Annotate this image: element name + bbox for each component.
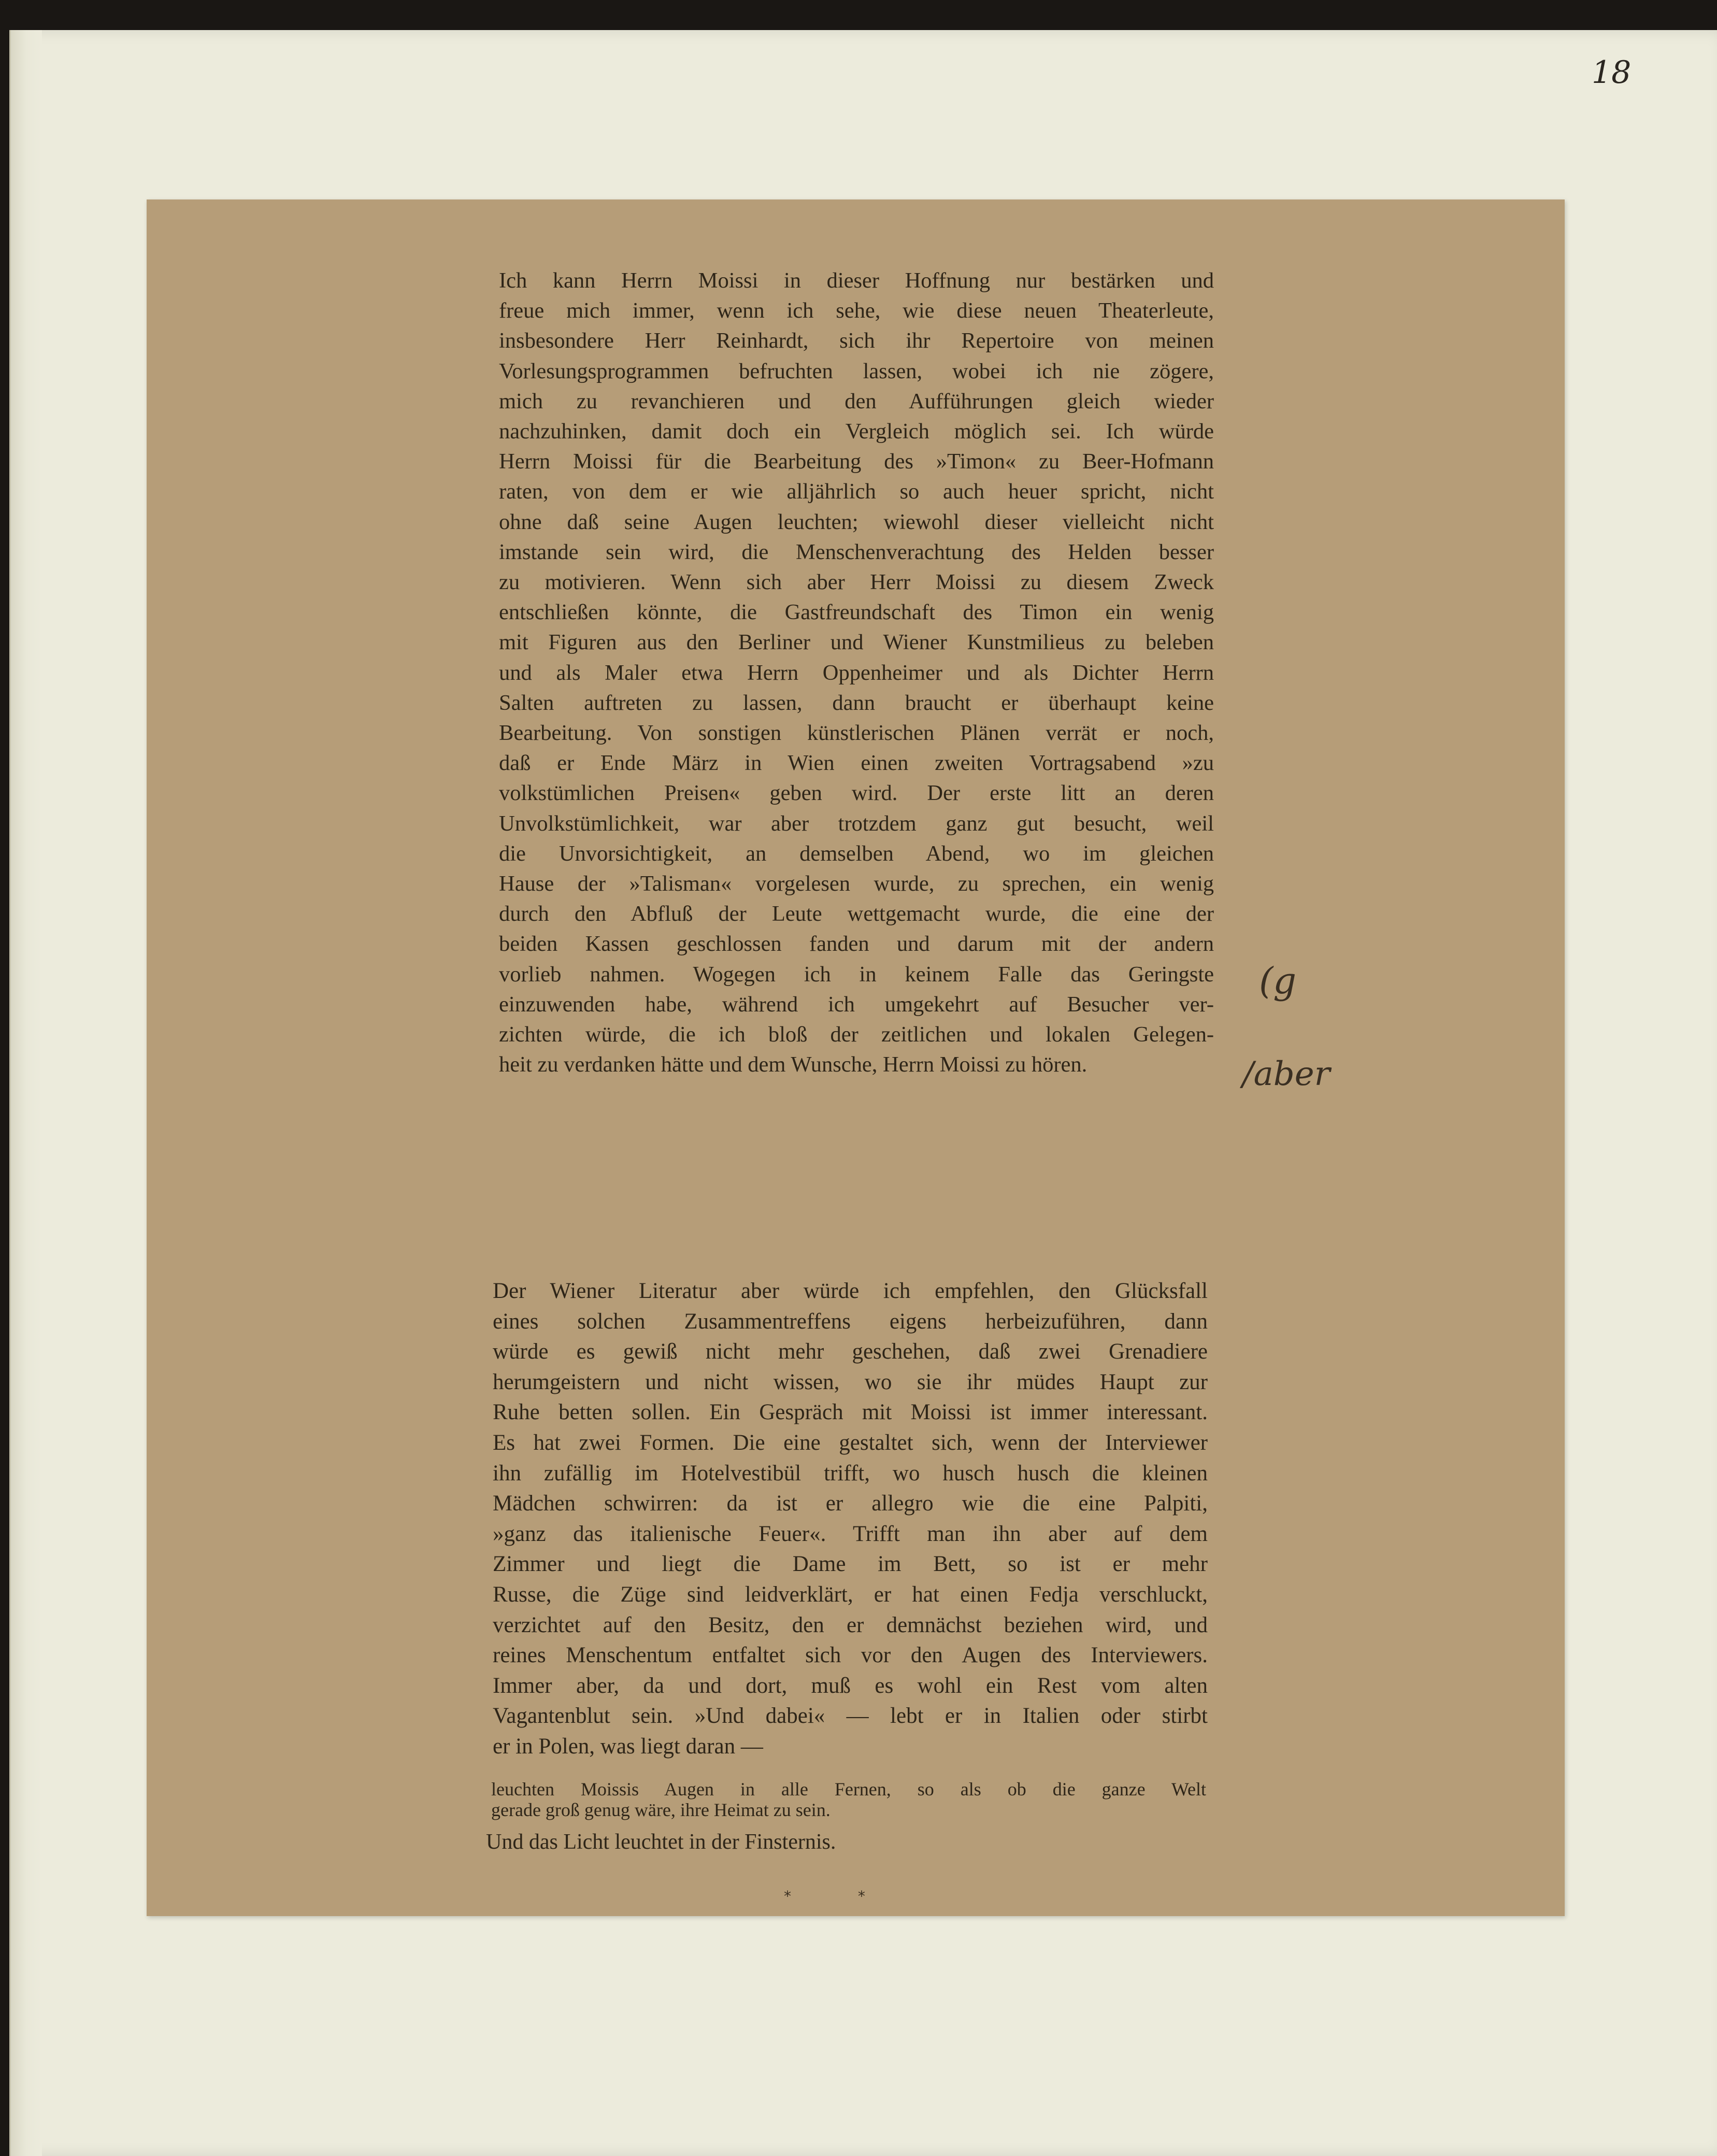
- text-line: leuchten Moissis Augen in alle Fernen, so als ob die ganze Welt: [491, 1779, 1206, 1800]
- text-line: ihn zufällig im Hotelvestibül trifft, wo husch husch die kleinen: [493, 1461, 1208, 1486]
- text-line: eines solchen Zusammentreffens eigens herbeizuführen, dann: [493, 1309, 1208, 1334]
- closing-line: Und das Licht leuchtet in der Finsternis.: [486, 1830, 836, 1854]
- text-line: und als Maler etwa Herrn Oppenheimer und als Dichter Herrn: [499, 660, 1214, 685]
- text-line: Mädchen schwirren: da ist er allegro wie die eine Palpiti,: [493, 1491, 1208, 1516]
- text-line: mich zu revanchieren und den Aufführungen gleich wieder: [499, 389, 1214, 413]
- text-line: Unvolkstümlichkeit, war aber trotzdem ganz gut besucht, weil: [499, 811, 1214, 836]
- text-line: zichten würde, die ich bloß der zeitlichen und lokalen Gelegen-: [499, 1022, 1214, 1047]
- text-line: vorlieb nahmen. Wogegen ich in keinem Falle das Geringste: [499, 962, 1214, 987]
- text-line: zu motivieren. Wenn sich aber Herr Moissi zu diesem Zweck: [499, 570, 1214, 595]
- article-paragraph-2: [493, 1276, 1208, 1762]
- text-line: daß er Ende März in Wien einen zweiten Vortragsabend »zu: [499, 751, 1214, 776]
- text-line: Hause der »Talisman« vorgelesen wurde, zu sprechen, ein wenig: [499, 872, 1214, 896]
- page-number: 18: [1592, 54, 1632, 91]
- article-paragraph-1: [499, 266, 1214, 1080]
- text-line: Zimmer und liegt die Dame im Bett, so ist er mehr: [493, 1552, 1208, 1577]
- text-line: Vagantenblut sein. »Und dabei« — lebt er in Italien oder stirbt: [493, 1704, 1208, 1729]
- text-line: Bearbeitung. Von sonstigen künstlerischen Plänen verrät er noch,: [499, 721, 1214, 746]
- text-line: herumgeistern und nicht wissen, wo sie ihr müdes Haupt zur: [493, 1369, 1208, 1394]
- text-line: beiden Kassen geschlossen fanden und darum mit der andern: [499, 932, 1214, 956]
- text-line: Ich kann Herrn Moissi in dieser Hoffnung nur bestärken und: [499, 268, 1214, 293]
- text-line: imstande sein wird, die Menschenverachtung des Helden besser: [499, 539, 1214, 564]
- text-line: ohne daß seine Augen leuchten; wiewohl dieser vielleicht nicht: [499, 509, 1214, 534]
- text-line: reines Menschentum entfaltet sich vor den Augen des Interviewers.: [493, 1643, 1208, 1668]
- text-line: Salten auftreten zu lassen, dann braucht er überhaupt keine: [499, 690, 1214, 715]
- text-line: Herrn Moissi für die Bearbeitung des »Timon« zu Beer-Hofmann: [499, 449, 1214, 474]
- text-line: Der Wiener Literatur aber würde ich empfehlen, den Glücksfall: [493, 1279, 1208, 1303]
- text-line: nachzuhinken, damit doch ein Vergleich möglich sei. Ich würde: [499, 419, 1214, 444]
- text-line: Russe, die Züge sind leidverklärt, er hat einen Fedja verschluckt,: [493, 1582, 1208, 1607]
- text-line: mit Figuren aus den Berliner und Wiener Kunstmilieus zu beleben: [499, 630, 1214, 655]
- handwritten-margin-note: (g: [1259, 960, 1297, 1002]
- handwritten-margin-note: /aber: [1242, 1055, 1330, 1093]
- article-paragraph-small: [491, 1779, 1206, 1820]
- text-line: einzuwenden habe, während ich umgekehrt auf Besucher ver-: [499, 992, 1214, 1017]
- text-line: Immer aber, da und dort, muß es wohl ein Rest vom alten: [493, 1673, 1208, 1698]
- text-line: Ruhe betten sollen. Ein Gespräch mit Moissi ist immer interessant.: [493, 1400, 1208, 1425]
- text-line: volkstümlichen Preisen« geben wird. Der erste litt an deren: [499, 781, 1214, 806]
- text-line: raten, von dem er wie alljährlich so auch heuer spricht, nicht: [499, 479, 1214, 504]
- text-line: entschließen könnte, die Gastfreundschaft des Timon ein wenig: [499, 600, 1214, 625]
- text-line: er in Polen, was liegt daran —: [493, 1734, 763, 1759]
- newspaper-clipping: [147, 199, 1565, 1916]
- section-separator: * *: [784, 1888, 896, 1905]
- text-line: gerade groß genug wäre, ihre Heimat zu sein.: [491, 1800, 831, 1820]
- text-line: Es hat zwei Formen. Die eine gestaltet sich, wenn der Interviewer: [493, 1430, 1208, 1455]
- text-line: insbesondere Herr Reinhardt, sich ihr Repertoire von meinen: [499, 329, 1214, 353]
- text-line: durch den Abfluß der Leute wettgemacht wurde, die eine der: [499, 902, 1214, 926]
- text-line: »ganz das italienische Feuer«. Trifft man ihn aber auf dem: [493, 1521, 1208, 1546]
- text-line: Vorlesungsprogrammen befruchten lassen, wobei ich nie zögere,: [499, 359, 1214, 383]
- text-line: verzichtet auf den Besitz, den er demnächst beziehen wird, und: [493, 1612, 1208, 1637]
- text-line: freue mich immer, wenn ich sehe, wie diese neuen Theaterleute,: [499, 298, 1214, 323]
- album-binding-fold: [9, 30, 42, 2156]
- text-line: würde es gewiß nicht mehr geschehen, daß zwei Grenadiere: [493, 1339, 1208, 1364]
- text-line: heit zu verdanken hätte und dem Wunsche, Herrn Moissi zu hören.: [499, 1052, 1088, 1077]
- text-line: die Unvorsichtigkeit, an demselben Abend, wo im gleichen: [499, 841, 1214, 866]
